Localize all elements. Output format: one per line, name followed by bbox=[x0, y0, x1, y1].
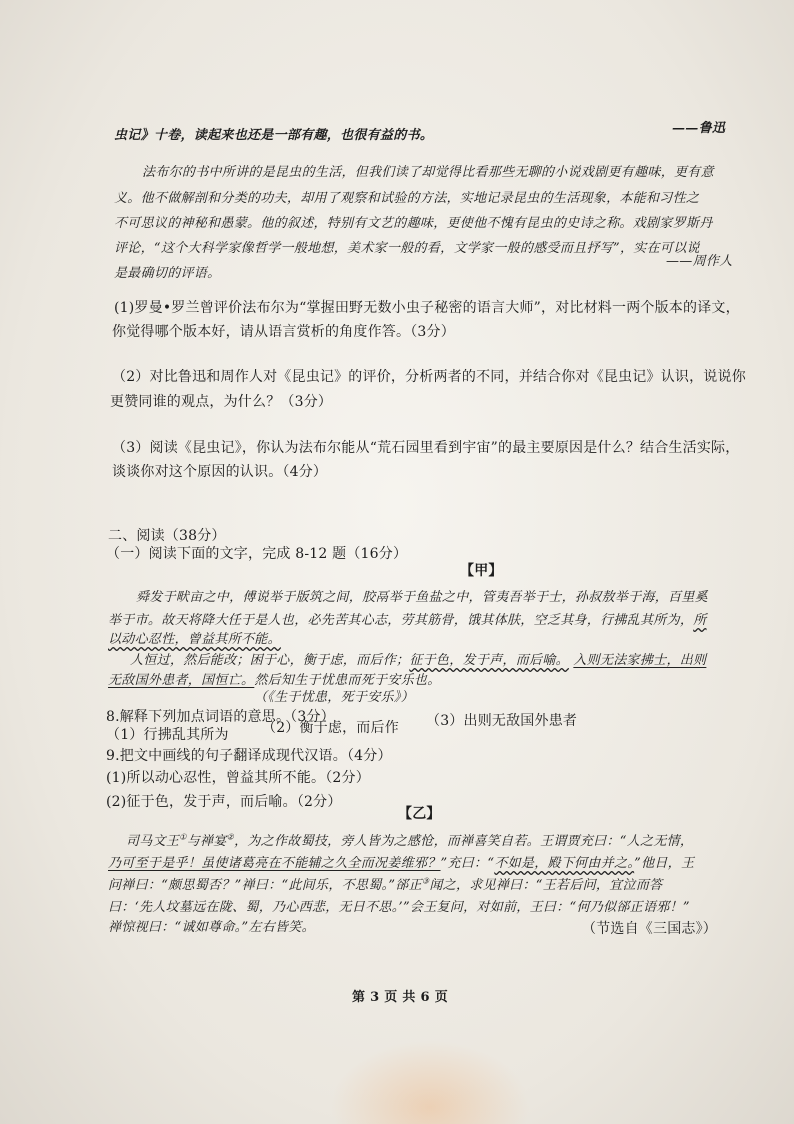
excerpt-p2-line-1: 法布尔的书中所讲的是昆虫的生活，但我们读了却觉得比看那些无聊的小说戏剧更有趣味，更有意 bbox=[142, 165, 714, 180]
label-jia: 【甲】 bbox=[460, 563, 503, 579]
yi-line-2-b: ”充曰：“ bbox=[440, 856, 495, 871]
question-8-item-2: （2）衡于虑，而后作 bbox=[262, 720, 399, 736]
question-1-line-2: 你觉得哪个版本好，请从语言赏析的角度作答。（3分） bbox=[112, 324, 455, 340]
yi-line-1-b: 与禅宴 bbox=[186, 834, 227, 849]
jia-line-4-text: 人恒过，然后能改；困于心，衡于虑，而后作； bbox=[130, 653, 410, 668]
yi-line-3-a: 问禅曰：“颇思蜀否？”禅曰：“此间乐，不思蜀。”郤正 bbox=[108, 878, 422, 893]
attribution-zhouzuoren: ——周作人 bbox=[666, 254, 733, 269]
question-2-line-1: （2）对比鲁迅和周作人对《昆虫记》的评价，分析两者的不同，并结合你对《昆虫记》认识，说说你 bbox=[112, 369, 746, 385]
yi-source: （节选自《三国志》） bbox=[582, 921, 717, 937]
jia-line-2-text: 举于市。故天将降大任于是人也，必先苦其心志，劳其筋骨，饿其体肤，空乏其身，行拂乱其所为， bbox=[108, 613, 694, 628]
yi-line-3 bbox=[108, 874, 662, 893]
question-8-item-3: （3）出则无敌国外患者 bbox=[426, 713, 578, 729]
excerpt-p2-line-5: 是最确切的评语。 bbox=[114, 266, 221, 281]
jia-line-1: 舜发于畎亩之中，傅说举于版筑之间，胶鬲举于鱼盐之中，管夷吾举于士，孙叔敖举于海，百里奚 bbox=[136, 590, 708, 605]
yi-line-3-b: 闻之，求见禅曰：“王若后问，宜泣而答 bbox=[429, 878, 663, 893]
jia-line-3-underlined: 以动心忍性，曾益其所不能。 bbox=[108, 632, 281, 647]
jia-line-5-line-underlined: 无敌国外患者，国恒亡。 bbox=[108, 673, 255, 688]
section-2-heading: 二、阅读（38分） bbox=[108, 528, 226, 544]
yi-line-2-underlined: 乃可至于是乎！虽使诸葛亮在不能辅之久全而况姜维邪？ bbox=[108, 856, 441, 871]
jia-line-3 bbox=[108, 628, 281, 647]
jia-line-4 bbox=[130, 649, 706, 668]
yi-line-1 bbox=[126, 830, 693, 849]
yi-line-4: 曰：‘先人坟墓远在陇、蜀，乃心西悲，无日不思。’”会王复问，对如前，王曰：“何乃似郤正语邪！” bbox=[108, 900, 690, 915]
excerpt-p2-line-4: 评论，“这个大科学家像哲学一般地想，美术家一般的看，文学家一般的感受而且抒写”，实在可以说 bbox=[114, 241, 700, 256]
footnote-2: ② bbox=[226, 832, 235, 842]
jia-line-4-line-underlined: 入则无法家拂士，出则 bbox=[573, 653, 707, 668]
excerpt-line-1: 虫记》十卷，读起来也还是一部有趣，也很有益的书。 bbox=[114, 128, 434, 143]
question-9-item-2: (2)征于色，发于声，而后喻。（2分） bbox=[106, 794, 342, 810]
question-9: 9.把文中画线的句子翻译成现代汉语。（4分） bbox=[106, 748, 392, 764]
question-8: 8.解释下列加点词语的意思。（3分） bbox=[106, 709, 335, 725]
question-8-item-1: （1）行拂乱其所为 bbox=[106, 727, 229, 743]
yi-line-2 bbox=[108, 852, 694, 871]
excerpt-p2-line-3: 不可思议的神秘和愚蒙。他的叙述，特别有文艺的趣味，更使他不愧有昆虫的史诗之称。戏剧家罗斯丹 bbox=[114, 216, 713, 231]
section-2-subheading: （一）阅读下面的文字，完成 8-12 题（16分） bbox=[106, 546, 408, 562]
page-number: 第 3 页 共 6 页 bbox=[352, 990, 449, 1005]
question-1-line-1: (1)罗曼•罗兰曾评价法布尔为“掌握田野无数小虫子秘密的语言大师”，对比材料一两个版本的译文， bbox=[114, 300, 740, 316]
attribution-luxun: ——鲁迅 bbox=[672, 121, 726, 136]
question-2-line-2: 更赞同谁的观点，为什么？（3分） bbox=[110, 394, 333, 410]
stain bbox=[330, 1040, 530, 1124]
jia-source: （《生于忧患，死于安乐》） bbox=[254, 690, 414, 705]
label-yi: 【乙】 bbox=[398, 806, 441, 822]
yi-line-5: 禅惊视曰：“诚如尊命。”左右皆笑。 bbox=[108, 920, 315, 935]
yi-line-2-wavy: 不如是，殿下何由并之。 bbox=[494, 856, 635, 871]
jia-line-5-text: 然后知生于忧患而死于安乐也。 bbox=[254, 673, 441, 688]
jia-line-4-underlined: 征于色，发于声，而后喻。 bbox=[409, 653, 569, 668]
yi-line-1-a: 司马文王 bbox=[126, 834, 180, 849]
yi-line-1-c: ，为之作故蜀技，旁人皆为之感怆，而禅喜笑自若。王谓贾充曰：“人之无情， bbox=[234, 834, 694, 849]
jia-line-2-underlined: 所 bbox=[693, 613, 707, 628]
yi-line-2-d: ”他日，王 bbox=[634, 856, 695, 871]
footnote-3: ③ bbox=[421, 876, 430, 886]
question-9-item-1: (1)所以动心忍性，曾益其所不能。（2分） bbox=[106, 770, 370, 786]
jia-line-2 bbox=[108, 609, 707, 628]
excerpt-p2-line-2: 义。他不做解剖和分类的功夫，却用了观察和试验的方法，实地记录昆虫的生活现象，本能和习性之 bbox=[114, 191, 700, 206]
question-3-line-1: （3）阅读《昆虫记》，你认为法布尔能从“荒石园里看到宇宙”的最主要原因是什么？结合生活实际， bbox=[112, 440, 740, 456]
question-3-line-2: 谈谈你对这个原因的认识。（4分） bbox=[112, 464, 328, 480]
footnote-1: ① bbox=[179, 832, 187, 842]
